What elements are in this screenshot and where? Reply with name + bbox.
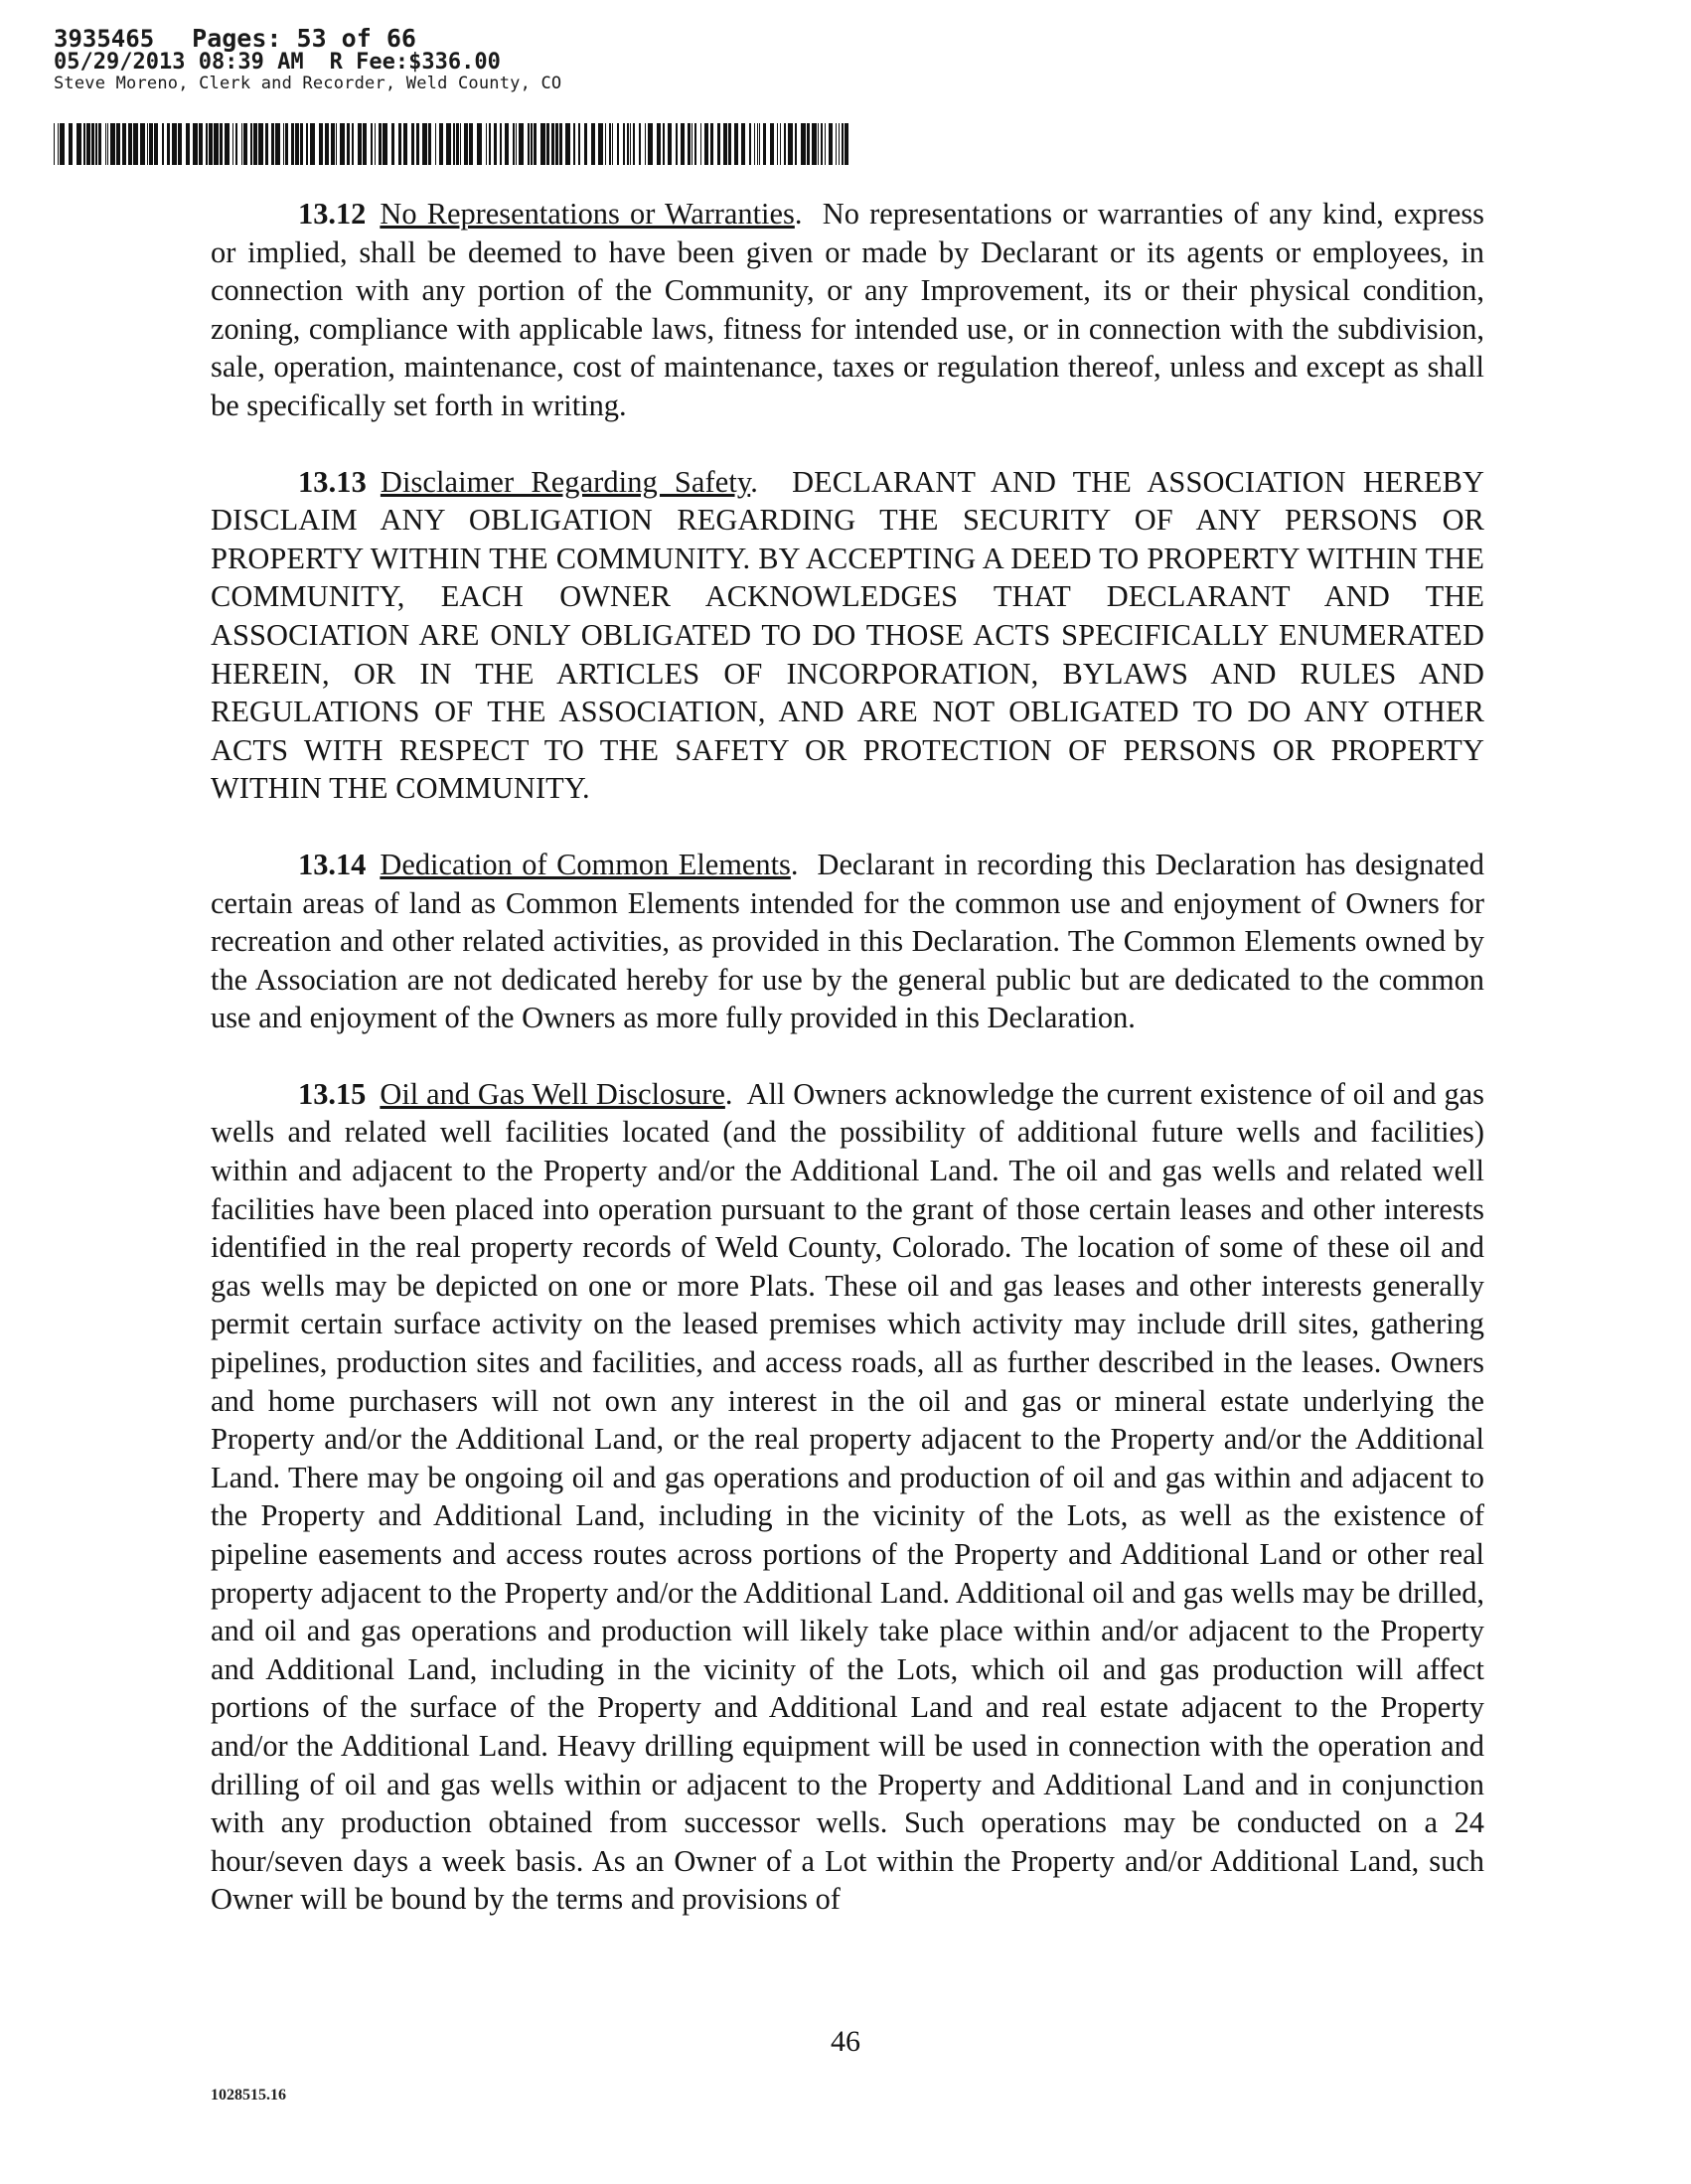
barcode-bar bbox=[759, 123, 760, 165]
barcode-bar bbox=[630, 123, 631, 165]
barcode-bar bbox=[319, 123, 323, 165]
barcode-bar bbox=[494, 123, 497, 165]
barcode-bar bbox=[291, 123, 294, 165]
barcode-bar bbox=[825, 123, 826, 165]
barcode-bar bbox=[107, 123, 108, 165]
barcode-bar bbox=[300, 123, 303, 165]
barcode-bar bbox=[633, 123, 635, 165]
barcode-bar bbox=[551, 123, 554, 165]
pages-label: Pages: 53 of 66 bbox=[192, 24, 416, 53]
barcode-bar bbox=[241, 123, 242, 165]
barcode-bar bbox=[704, 123, 708, 165]
barcode-bar bbox=[734, 123, 738, 165]
barcode-bar bbox=[489, 123, 491, 165]
barcode-bar bbox=[358, 123, 362, 165]
barcode-bar bbox=[486, 123, 487, 165]
barcode-bar bbox=[645, 123, 646, 165]
barcode-bar bbox=[60, 123, 65, 165]
barcode-image bbox=[54, 123, 848, 165]
barcode-bar bbox=[534, 123, 537, 165]
barcode-bar bbox=[681, 123, 685, 165]
barcode-bar bbox=[453, 123, 455, 165]
barcode-bar bbox=[668, 123, 672, 165]
barcode-bar bbox=[749, 123, 751, 165]
barcode-bar bbox=[209, 123, 213, 165]
barcode-bar bbox=[128, 123, 132, 165]
barcode-bar bbox=[98, 123, 101, 165]
barcode-bar bbox=[784, 123, 786, 165]
barcode-bar bbox=[83, 123, 85, 165]
barcode-bar bbox=[162, 123, 164, 165]
barcode-bar bbox=[757, 123, 758, 165]
barcode-bar bbox=[540, 123, 545, 165]
barcode-bar bbox=[411, 123, 414, 165]
section-heading: No Representations or Warranties bbox=[380, 197, 795, 231]
barcode-bar bbox=[676, 123, 678, 165]
barcode-bar bbox=[110, 123, 115, 165]
barcode-bar bbox=[105, 123, 106, 165]
barcode-bar bbox=[578, 123, 580, 165]
barcode-bar bbox=[383, 123, 387, 165]
barcode-bar bbox=[235, 123, 237, 165]
barcode-bar bbox=[446, 123, 451, 165]
barcode-bar bbox=[477, 123, 482, 165]
barcode-bar bbox=[763, 123, 766, 165]
barcode-bar bbox=[283, 123, 284, 165]
barcode-bar bbox=[648, 123, 653, 165]
barcode-bar bbox=[598, 123, 603, 165]
reception-number: 3935465 bbox=[54, 25, 155, 53]
barcode-bar bbox=[688, 123, 691, 165]
barcode-bar bbox=[428, 123, 431, 165]
recording-date-time: 05/29/2013 08:39 AM bbox=[54, 50, 304, 75]
recording-fee: R Fee:$336.00 bbox=[329, 50, 501, 75]
barcode-bar bbox=[91, 123, 94, 165]
barcode-bar bbox=[559, 123, 562, 165]
barcode-bar bbox=[663, 123, 665, 165]
section-13-15: 13.15 Oil and Gas Well Disclosure. All Owners acknowledge the current existence of oil and gas wells and related well facilities located (and the possibility of additional future wells and facilities) within and adjacent to the Property and/or the Additional Land. The oil and gas wells and related well facilities have been placed into operation pursuant to the grant of those certain leases and other interests identified in the real property records of Weld County, Colorado. The location of some of these oil and gas wells may be depicted on one or more Plats. These oil and gas leases and other interests generally permit certain surface activity on the leased premises which activity may include drill sites, gathering pipelines, production sites and facilities, and access roads, all as further described in the leases. Owners and home purchasers will not own any interest in the oil and gas or mineral estate underlying the Property and/or the Additional Land, or the real property adjacent to the Property and/or the Additional Land. There may be ongoing oil and gas operations and production of oil and gas within and adjacent to the Property and Additional Land, including in the vicinity of the Lots, as well as the existence of pipeline easements and access routes across portions of the Property and Additional Land or other real property adjacent to the Property and/or the Additional Land. Additional oil and gas wells may be drilled, and oil and gas operations and production will likely take place within and/or adjacent to the Property and Additional Land, including in the vicinity of the Lots, which oil and gas production will affect portions of the surface of the Property and Additional Land and real estate adjacent to the Property and/or the Additional Land. Heavy drilling equipment will be used in connection with the operation and drilling of oil and gas wells within or adjacent to the Property and Additional Land and in conjunction with any production obtained from successor wells. Such operations may be conducted on a 24 hour/seven days a week basis. As an Owner of a Lot within the Property and/or Additional Land, such Owner will be bound by the terms and provisions of bbox=[211, 1076, 1485, 1917]
barcode-bar bbox=[363, 123, 367, 165]
barcode-bar bbox=[801, 123, 806, 165]
barcode-bar bbox=[379, 123, 382, 165]
barcode-bar bbox=[140, 123, 145, 165]
barcode-bar bbox=[340, 123, 345, 165]
barcode-bar bbox=[519, 123, 524, 165]
barcode-bar bbox=[531, 123, 533, 165]
section-number: 13.12 bbox=[298, 197, 367, 231]
barcode-bar bbox=[271, 123, 274, 165]
barcode-bar bbox=[710, 123, 713, 165]
document-body bbox=[211, 195, 1484, 1956]
barcode-bar bbox=[836, 123, 837, 165]
barcode-bar bbox=[133, 123, 138, 165]
barcode-bar bbox=[584, 123, 587, 165]
section-13-13: 13.13 Disclaimer Regarding Safety. DECLARANT AND THE ASSOCIATION HEREBY DISCLAIM ANY OBLIGATION REGARDING THE SECURITY OF ANY PERSONS OR PROPERTY WITHIN THE COMMUNITY. BY ACCEPTING A DEED TO PROPERTY WITHIN THE COMMUNITY, EACH OWNER ACKNOWLEDGES THAT DECLARANT AND THE ASSOCIATION ARE ONLY OBLIGATED TO DO THOSE ACTS SPECIFICALLY ENUMERATED HEREIN, OR IN THE ARTICLES OF INCORPORATION, BYLAWS AND RULES AND REGULATIONS OF THE ASSOCIATION, AND ARE NOT OBLIGATED TO DO ANY OTHER ACTS WITH RESPECT TO THE SAFETY OR PROTECTION OF PERSONS OR PROPERTY WITHIN THE COMMUNITY. bbox=[211, 464, 1484, 806]
section-text: DECLARANT AND THE ASSOCIATION HEREBY DISCLAIM ANY OBLIGATION REGARDING THE SECURITY OF ANY PERSONS OR PROPERTY WITHIN THE COMMUNITY. BY ACCEPTING A DEED TO PROPERTY WITHIN THE COMMUNITY, EACH OWNER ACKNOWLEDGES THAT DECLARANT AND THE ASSOCIATION ARE ONLY OBLIGATED TO DO THOSE ACTS SPECIFICALLY ENUMERATED HEREIN, OR IN THE ARTICLES OF INCORPORATION, BYLAWS AND RULES AND REGULATIONS OF THE ASSOCIATION, AND ARE NOT OBLIGATED TO DO ANY OTHER ACTS WITH RESPECT TO THE SAFETY OR PROTECTION OF PERSONS OR PROPERTY WITHIN THE COMMUNITY. bbox=[211, 464, 1484, 806]
barcode-bar bbox=[795, 123, 797, 165]
barcode-bar bbox=[186, 123, 190, 165]
barcode-bar bbox=[460, 123, 461, 165]
barcode-bar bbox=[842, 123, 844, 165]
barcode-bar bbox=[258, 123, 263, 165]
barcode-bar bbox=[336, 123, 337, 165]
barcode-bar bbox=[627, 123, 629, 165]
barcode-bar bbox=[178, 123, 182, 165]
barcode-bar bbox=[325, 123, 329, 165]
barcode-bar bbox=[770, 123, 774, 165]
barcode-bar bbox=[505, 123, 509, 165]
barcode-bar bbox=[723, 123, 727, 165]
barcode-bar bbox=[285, 123, 288, 165]
barcode-bar bbox=[193, 123, 198, 165]
barcode-bar bbox=[439, 123, 443, 165]
barcode-bar bbox=[391, 123, 394, 165]
barcode-bar bbox=[253, 123, 257, 165]
barcode-bar bbox=[331, 123, 335, 165]
barcode-bar bbox=[347, 123, 350, 165]
barcode-bar bbox=[225, 123, 230, 165]
barcode-bar bbox=[375, 123, 376, 165]
barcode-bar bbox=[149, 123, 153, 165]
barcode-bar bbox=[821, 123, 823, 165]
barcode-bar bbox=[657, 123, 661, 165]
barcode-bar bbox=[220, 123, 223, 165]
barcode-bar bbox=[591, 123, 595, 165]
barcode-bar bbox=[58, 123, 59, 165]
recording-stamp bbox=[54, 26, 908, 93]
barcode-bar bbox=[516, 123, 517, 165]
barcode-bar bbox=[464, 123, 468, 165]
barcode-bar bbox=[371, 123, 373, 165]
barcode-bar bbox=[154, 123, 158, 165]
barcode-bar bbox=[243, 123, 247, 165]
section-text: Declarant in recording this Declaration has designated certain areas of land as Common Elements intended for the common use and enjoyment of Owners for recreation and other related activities, as provided in this Declaration. The Common Elements owned by the Association are not dedicated hereby for use by the general public but are dedicated to the common use and enjoyment of the Owners as more fully provided in this Declaration. bbox=[211, 847, 1484, 1035]
recorder-line: Steve Moreno, Clerk and Recorder, Weld County, CO bbox=[54, 74, 562, 93]
section-number: 13.13 bbox=[298, 464, 367, 499]
barcode-bar bbox=[422, 123, 427, 165]
barcode-bar bbox=[86, 123, 90, 165]
section-number: 13.15 bbox=[298, 1076, 367, 1111]
barcode-bar bbox=[513, 123, 515, 165]
barcode-bar bbox=[147, 123, 148, 165]
barcode-bar bbox=[214, 123, 219, 165]
barcode-bar bbox=[500, 123, 502, 165]
section-13-12: 13.12 No Representations or Warranties. No representations or warranties of any kind, express or implied, shall be deemed to have been given or made by Declarant or its agents or employees, in connection with any portion of the Community, or any Improvement, its or their physical condition, zoning, compliance with applicable laws, fitness for intended use, or in connection with the subdivision, sale, operation, maintenance, cost of maintenance, taxes or regulation thereof, unless and except as shall be specifically set forth in writing. bbox=[211, 197, 1485, 422]
barcode-bar bbox=[232, 123, 233, 165]
barcode-bar bbox=[295, 123, 299, 165]
barcode-bar bbox=[206, 123, 208, 165]
barcode-bar bbox=[777, 123, 778, 165]
barcode-bar bbox=[717, 123, 720, 165]
barcode-bar bbox=[623, 123, 625, 165]
barcode-bar bbox=[167, 123, 170, 165]
page-number: 46 bbox=[831, 2025, 860, 2058]
barcode-bar bbox=[122, 123, 126, 165]
barcode-bar bbox=[265, 123, 268, 165]
section-heading: Dedication of Common Elements bbox=[380, 847, 791, 881]
barcode-bar bbox=[528, 123, 530, 165]
barcode-bar bbox=[469, 123, 473, 165]
barcode-bar bbox=[754, 123, 755, 165]
barcode-bar bbox=[617, 123, 619, 165]
barcode-bar bbox=[54, 123, 55, 165]
barcode-bar bbox=[812, 123, 817, 165]
barcode-bar bbox=[818, 123, 819, 165]
barcode-bar bbox=[694, 123, 696, 165]
section-13-14: 13.14 Dedication of Common Elements. Declarant in recording this Declaration has designated certain areas of land as Common Elements intended for the common use and enjoyment of Owners for recreation and other related activities, as provided in this Declaration. The Common Elements owned by the Association are not dedicated hereby for use by the general public but are dedicated to the common use and enjoyment of the Owners as more fully provided in this Declaration. bbox=[211, 847, 1484, 1035]
barcode-bar bbox=[829, 123, 833, 165]
barcode-bar bbox=[728, 123, 731, 165]
barcode-bar bbox=[116, 123, 120, 165]
stamp-line-2 bbox=[54, 52, 908, 74]
barcode-bar bbox=[609, 123, 611, 165]
barcode-bar bbox=[807, 123, 810, 165]
barcode-bar bbox=[741, 123, 745, 165]
barcode-bar bbox=[403, 123, 407, 165]
barcode-bar bbox=[573, 123, 575, 165]
barcode-bar bbox=[306, 123, 308, 165]
stamp-line-1 bbox=[54, 26, 908, 52]
barcode-bar bbox=[639, 123, 641, 165]
barcode-bar bbox=[95, 123, 97, 165]
barcode-bar bbox=[172, 123, 177, 165]
barcode-bar bbox=[250, 123, 252, 165]
barcode-bar bbox=[839, 123, 840, 165]
section-number: 13.14 bbox=[298, 847, 367, 881]
barcode-bar bbox=[275, 123, 280, 165]
barcode-bar bbox=[565, 123, 570, 165]
barcode-bar bbox=[352, 123, 354, 165]
barcode-bar bbox=[555, 123, 558, 165]
section-text: All Owners acknowledge the current existence of oil and gas wells and related well facilities located (and the possibility of additional future wells and facilities) within and adjacent to the Property and/or the Additional Land. The oil and gas wells and related well facilities have been placed into operation pursuant to the grant of those certain leases and other interests identified in the real property records of Weld County, Colorado. The location of some of these oil and gas wells may be depicted on one or more Plats. These oil and gas leases and other interests generally permit certain surface activity on the leased premises which activity may include drill sites, gathering pipelines, production sites and facilities, and access roads, all as further described in the leases. Owners and home purchasers will not own any interest in the oil and gas or mineral estate underlying the Property and/or the Additional Land, or the real property adjacent to the Property and/or the Additional Land. There may be ongoing oil and gas operations and production of oil and gas within and adjacent to the Property and Additional Land, including in the vicinity of the Lots, as well as the existence of pipeline easements and access routes across portions of the Property and Additional Land or other real property adjacent to the Property and/or the Additional Land. Additional oil and gas wells may be drilled, and oil and gas operations and production will likely take place within and/or adjacent to the Property and Additional Land, including in the vicinity of the Lots, which oil and gas production will affect portions of the surface of the Property and Additional Land and real estate adjacent to the Property and/or the Additional Land. Heavy drilling equipment will be used in connection with the operation and drilling of oil and gas wells within or adjacent to the Property and Additional Land and in conjunction with any production obtained from successor wells. Such operations may be conducted on a 24 hour/seven days a week basis. As an Owner of a Lot within the Property and/or Additional Land, such Owner will be bound by the terms and provisions of bbox=[211, 1076, 1485, 1917]
barcode-bar bbox=[199, 123, 203, 165]
barcode-bar bbox=[398, 123, 401, 165]
barcode-bar bbox=[700, 123, 701, 165]
section-heading: Oil and Gas Well Disclosure bbox=[380, 1076, 725, 1111]
barcode-bar bbox=[77, 123, 81, 165]
barcode-bar bbox=[612, 123, 613, 165]
section-text: No representations or warranties of any kind, express or implied, shall be deemed to have been given or made by Declarant or its agents or employees, in connection with any portion of the Community, or any Improvement, its or their physical condition, zoning, compliance with applicable laws, fitness for intended use, or in connection with the subdivision, sale, operation, maintenance, cost of maintenance, taxes or regulation thereof, unless and except as shall be specifically set forth in writing. bbox=[211, 197, 1485, 422]
barcode-bar bbox=[416, 123, 419, 165]
barcode-bar bbox=[845, 123, 848, 165]
barcode-bar bbox=[788, 123, 793, 165]
document-id: 1028515.16 bbox=[211, 2087, 286, 2104]
barcode-bar bbox=[435, 123, 436, 165]
section-heading: Disclaimer Regarding Safety bbox=[380, 464, 751, 499]
barcode-bar bbox=[546, 123, 549, 165]
barcode-bar bbox=[605, 123, 606, 165]
barcode-bar bbox=[69, 123, 73, 165]
barcode-bar bbox=[456, 123, 459, 165]
barcode-bar bbox=[780, 123, 781, 165]
barcode-bar bbox=[310, 123, 315, 165]
